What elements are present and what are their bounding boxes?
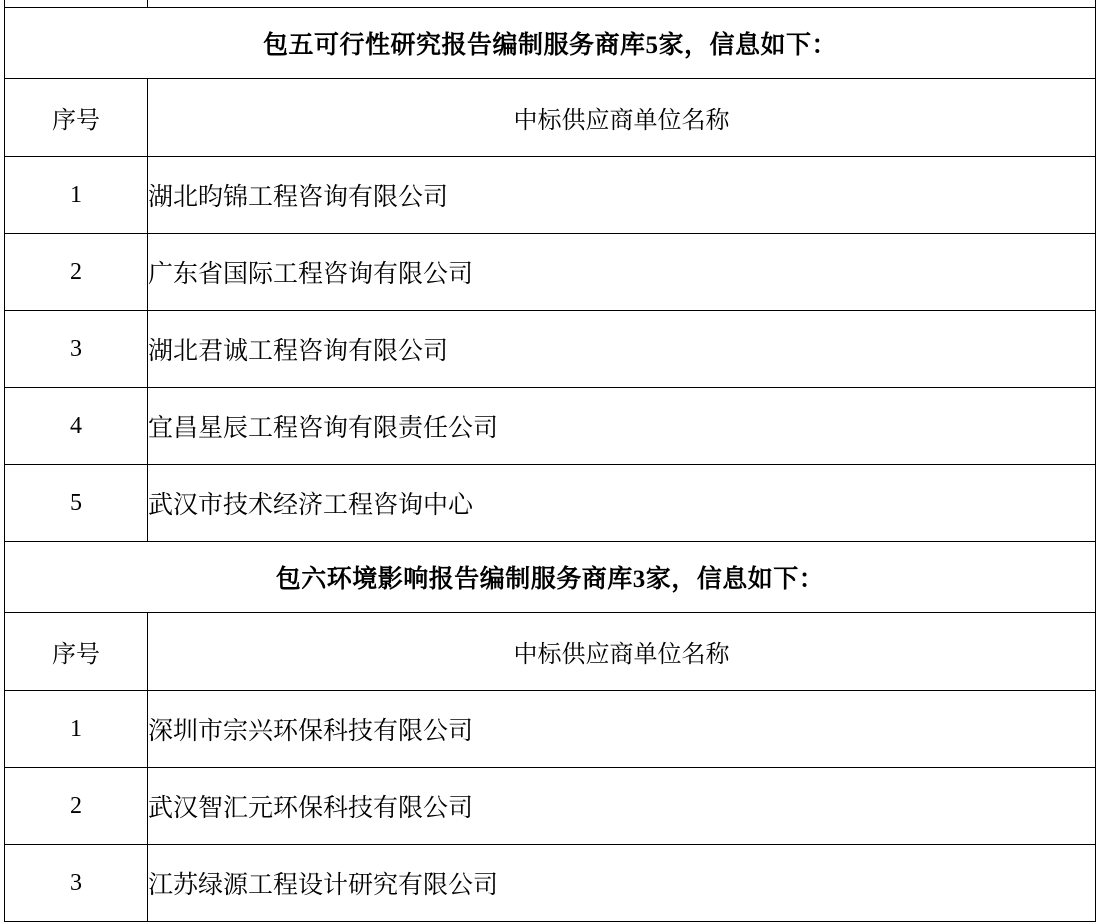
column-header-index: 序号	[5, 613, 148, 691]
table-row	[5, 768, 1096, 845]
row-supplier-name: 深圳市宗兴环保科技有限公司	[148, 691, 1096, 768]
section-title-row	[5, 542, 1096, 613]
section-title-row	[5, 8, 1096, 79]
row-index: 5	[5, 465, 148, 542]
row-index: 4	[5, 388, 148, 465]
row-index: 3	[5, 845, 148, 922]
column-header-supplier-name: 中标供应商单位名称	[148, 79, 1096, 157]
table-row	[5, 691, 1096, 768]
bid-results-table	[4, 0, 1096, 922]
row-supplier-name: 广东省国际工程咨询有限公司	[148, 234, 1096, 311]
table-header-row	[5, 613, 1096, 691]
row-index: 2	[5, 768, 148, 845]
table-row	[5, 234, 1096, 311]
table-row	[5, 388, 1096, 465]
table-row	[5, 157, 1096, 234]
column-header-supplier-name: 中标供应商单位名称	[148, 613, 1096, 691]
row-supplier-name: 武汉市技术经济工程咨询中心	[148, 465, 1096, 542]
column-header-index: 序号	[5, 79, 148, 157]
table-header-row	[5, 79, 1096, 157]
section-title: 包六环境影响报告编制服务商库3家，信息如下：	[5, 542, 1096, 613]
row-supplier-name: 江苏绿源工程设计研究有限公司	[148, 845, 1096, 922]
row-supplier-name: 宜昌星辰工程咨询有限责任公司	[148, 388, 1096, 465]
row-supplier-name: 湖北昀锦工程咨询有限公司	[148, 157, 1096, 234]
table-top-stub-right	[148, 0, 1096, 8]
table-row	[5, 465, 1096, 542]
section-title: 包五可行性研究报告编制服务商库5家，信息如下：	[5, 8, 1096, 79]
row-index: 2	[5, 234, 148, 311]
row-index: 1	[5, 691, 148, 768]
row-index: 3	[5, 311, 148, 388]
table-top-stub-row	[5, 0, 1096, 8]
row-supplier-name: 湖北君诚工程咨询有限公司	[148, 311, 1096, 388]
row-index: 1	[5, 157, 148, 234]
table-row	[5, 311, 1096, 388]
row-supplier-name: 武汉智汇元环保科技有限公司	[148, 768, 1096, 845]
table-top-stub-left	[5, 0, 148, 8]
table-row	[5, 845, 1096, 922]
